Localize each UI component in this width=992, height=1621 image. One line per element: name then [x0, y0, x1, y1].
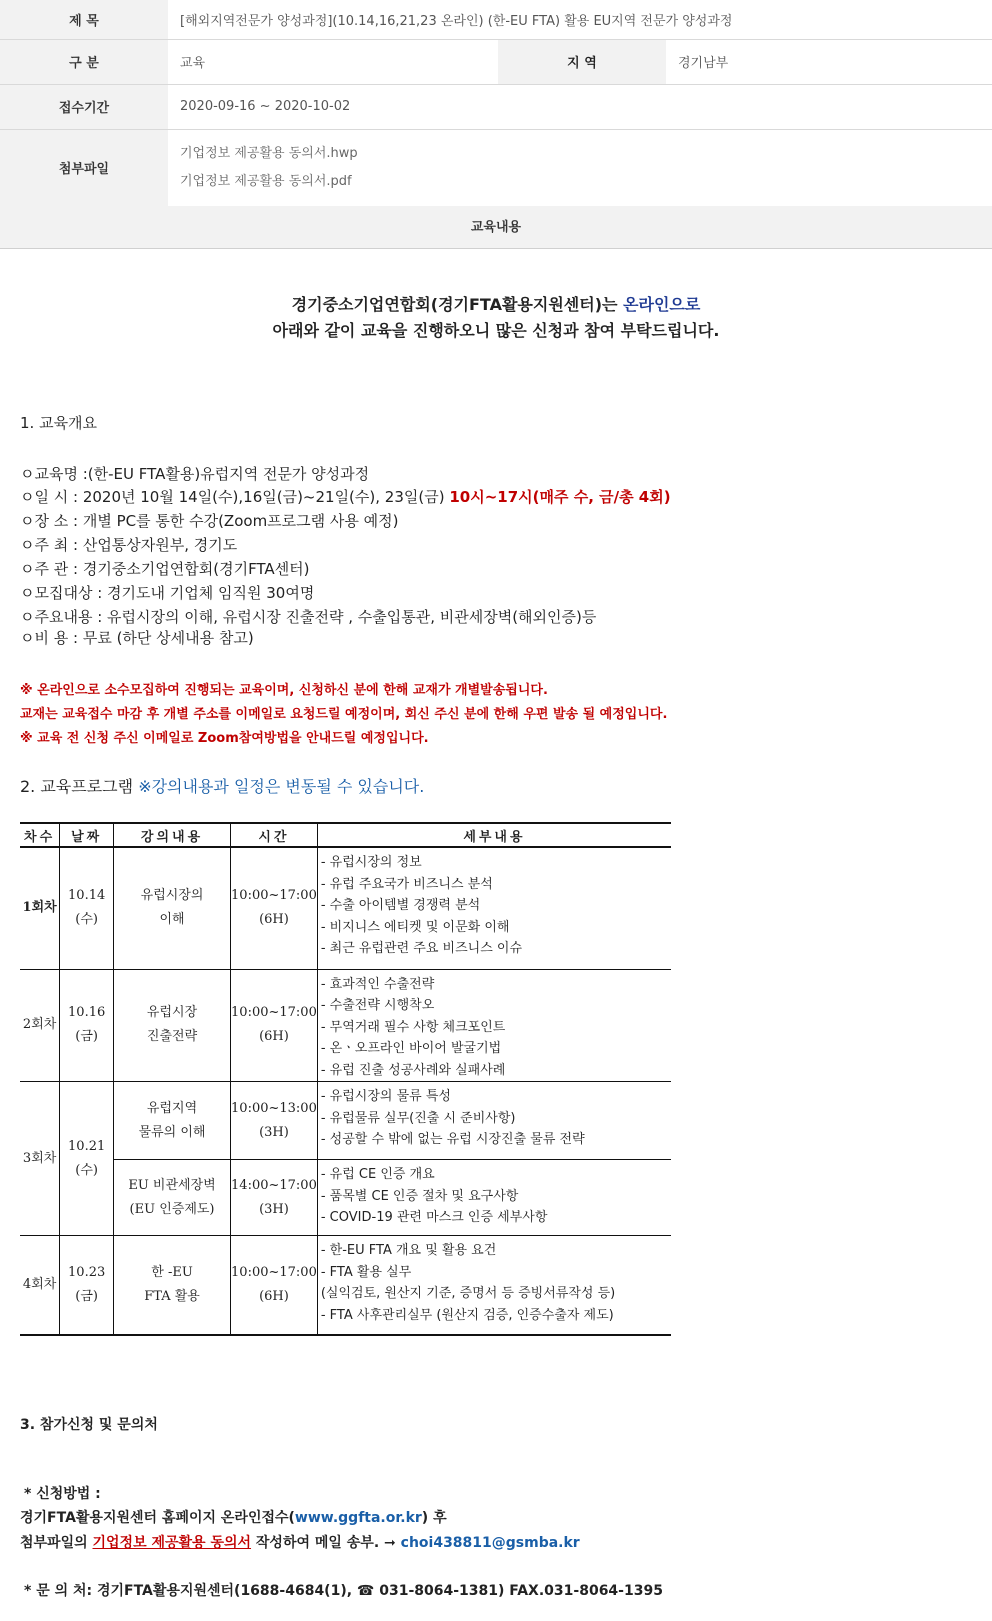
topic-cell: EU 비관세장벽 (EU 인증제도): [114, 1160, 231, 1236]
col-detail: 세부내용: [317, 823, 671, 847]
homepage-link[interactable]: www.ggfta.or.kr: [294, 1510, 422, 1526]
time-cell: 10:00~17:00 (6H): [231, 969, 318, 1082]
round-cell: 2회차: [20, 969, 60, 1082]
date-cell: 10.23 (금): [60, 1236, 114, 1335]
round-cell: 3회차: [20, 1082, 60, 1236]
table-row: [20, 969, 671, 1082]
title-label: 제 목: [0, 0, 168, 39]
category-value: 교육: [168, 39, 498, 84]
email-link[interactable]: choi438811@gsmba.kr: [400, 1535, 580, 1551]
apply-method-label: * 신청방법 :: [24, 1486, 101, 1502]
table-row: [20, 1236, 671, 1335]
post-info-table: [0, 0, 992, 207]
apply-line-1: 경기FTA활용지원센터 홈페이지 온라인접수(www.ggfta.or.kr) 후: [20, 1510, 447, 1526]
attachment-label: 첨부파일: [0, 129, 168, 206]
overview-place: ㅇ장 소 : 개별 PC를 통한 수강(Zoom프로그램 사용 예정): [20, 512, 399, 530]
contact-info: * 문 의 처: 경기FTA활용지원센터(1688-4684(1), ☎ 031-8064-1381) FAX.031-8064-1395: [24, 1583, 663, 1599]
time-cell: 10:00~13:00 (3H): [231, 1082, 318, 1160]
category-label: 구 분: [0, 39, 168, 84]
program-heading: 2. 교육프로그램 ※강의내용과 일정은 변동될 수 있습니다.: [20, 777, 425, 796]
table-row: [20, 1160, 671, 1236]
intro-line-1: 경기중소기업연합회(경기FTA활용지원센터)는 온라인으로: [291, 295, 701, 314]
region-label: 지 역: [498, 39, 666, 84]
time-cell: 14:00~17:00 (3H): [231, 1160, 318, 1236]
post-title: [해외지역전문가 양성과정](10.14,16,21,23 온라인) (한-EU FTA) 활용 EU지역 전문가 양성과정: [168, 0, 992, 39]
table-row: [20, 1082, 671, 1160]
detail-cell: - 유럽시장의 정보 - 유럽 주요국가 비즈니스 분석 - 수출 아이템별 경쟁력 분석 - 비지니스 에티켓 및 이문화 이해 - 최근 유럽관련 주요 비즈니스 이슈: [317, 847, 671, 969]
topic-cell: 한 -EU FTA 활용: [114, 1236, 231, 1335]
date-cell: 10.14 (수): [60, 847, 114, 969]
overview-heading: 1. 교육개요: [20, 414, 98, 432]
round-cell: 4회차: [20, 1236, 60, 1335]
detail-cell: - 유럽시장의 물류 특성 - 유럽물류 실무(진출 시 준비사항) - 성공할 수 밖에 없는 유럽 시장진출 물류 전략: [317, 1082, 671, 1160]
time-cell: 10:00~17:00 (6H): [231, 1236, 318, 1335]
overview-name: ㅇ교육명 :(한-EU FTA활용)유럽지역 전문가 양성과정: [20, 465, 370, 483]
notice-2: 교재는 교육접수 마감 후 개별 주소를 이메일로 요청드릴 예정이며, 회신 주신 분에 한해 우편 발송 될 예정입니다.: [20, 707, 668, 722]
consent-form-link[interactable]: 기업정보 제공활용 동의서: [92, 1535, 252, 1551]
program-table: [20, 822, 671, 1336]
overview-date: ㅇ일 시 : 2020년 10월 14일(수),16일(금)~21일(수), 23일(금) 10시~17시(매주 수, 금/총 4회): [20, 488, 671, 506]
col-round: 차수: [20, 823, 60, 847]
attachment-link-hwp[interactable]: 기업정보 제공활용 동의서.hwp: [180, 145, 358, 161]
region-value: 경기남부: [666, 39, 992, 84]
col-topic: 강의내용: [114, 823, 231, 847]
period-value: 2020-09-16 ~ 2020-10-02: [168, 84, 992, 129]
notice-3: ※ 교육 전 신청 주신 이메일로 Zoom참여방법을 안내드릴 예정입니다.: [20, 731, 429, 746]
detail-cell: - 유럽 CE 인증 개요 - 품목별 CE 인증 절차 및 요구사항 - COVID-19 관련 마스크 인증 세부사항: [317, 1160, 671, 1236]
overview-fee: ㅇ비 용 : 무료 (하단 상세내용 참고): [20, 629, 254, 647]
overview-target: ㅇ모집대상 : 경기도내 기업체 임직원 30여명: [20, 584, 315, 602]
overview-host: ㅇ주 최 : 산업통상자원부, 경기도: [20, 536, 238, 554]
date-cell: 10.16 (금): [60, 969, 114, 1082]
attachment-list: [168, 129, 992, 206]
col-time: 시간: [231, 823, 318, 847]
apply-line-2: 첨부파일의 기업정보 제공활용 동의서 작성하여 메일 송부. ➞ choi438811@gsmba.kr: [20, 1535, 580, 1551]
topic-cell: 유럽지역 물류의 이해: [114, 1082, 231, 1160]
overview-contents: ㅇ주요내용 : 유럽시장의 이해, 유럽시장 진출전략 , 수출입통관, 비관세장벽(해외인증)등: [20, 608, 597, 626]
time-cell: 10:00~17:00 (6H): [231, 847, 318, 969]
attachment-link-pdf[interactable]: 기업정보 제공활용 동의서.pdf: [180, 173, 352, 189]
table-row: [20, 847, 671, 969]
intro-line-2: 아래와 같이 교육을 진행하오니 많은 신청과 참여 부탁드립니다.: [272, 321, 720, 340]
section-header: 교육내용: [0, 206, 992, 249]
period-label: 접수기간: [0, 84, 168, 129]
detail-cell: - 효과적인 수출전략 - 수출전략 시행착오 - 무역거래 필수 사항 체크포인트 - 온ㆍ오프라인 바이어 발굴기법 - 유럽 진출 성공사례와 실패사례: [317, 969, 671, 1082]
col-date: 날짜: [60, 823, 114, 847]
overview-organizer: ㅇ주 관 : 경기중소기업연합회(경기FTA센터): [20, 560, 310, 578]
date-cell: 10.21 (수): [60, 1082, 114, 1236]
round-cell: 1회차: [20, 847, 60, 969]
notice-1: ※ 온라인으로 소수모집하여 진행되는 교육이며, 신청하신 분에 한해 교재가 개별발송됩니다.: [20, 683, 548, 698]
apply-heading: 3. 참가신청 및 문의처: [20, 1417, 158, 1433]
detail-cell: - 한-EU FTA 개요 및 활용 요건 - FTA 활용 실무 (실익검토, 원산지 기준, 증명서 등 증빙서류작성 등) - FTA 사후관리실무 (원산지 검증, 인증수출자 제도): [317, 1236, 671, 1335]
topic-cell: 유럽시장의 이해: [114, 847, 231, 969]
topic-cell: 유럽시장 진출전략: [114, 969, 231, 1082]
